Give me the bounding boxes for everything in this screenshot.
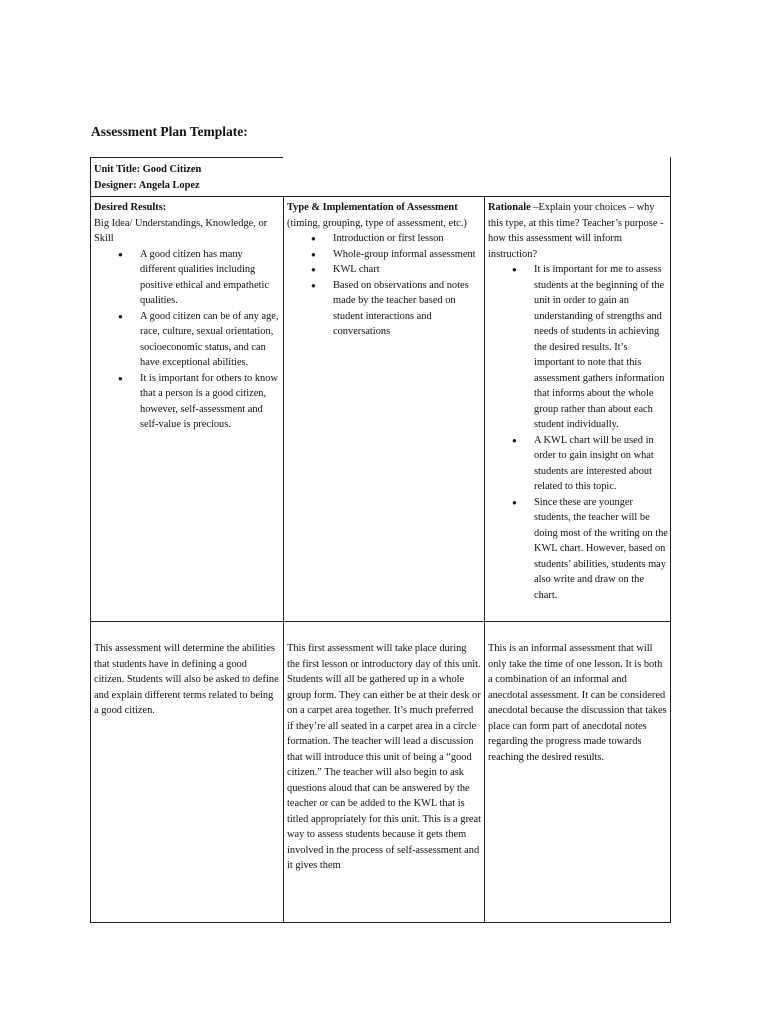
desired-results-description: This assessment will determine the abilities that students have in defining a good citizen. Students will also be asked to define and explain different terms related to being a good citizen.: [94, 643, 279, 716]
list-item: ● A KWL chart will be used in order to gain insight on what students are interested about related to this topic.: [488, 433, 668, 495]
list-item: ● Introduction or first lesson: [287, 231, 481, 247]
desired-results-intro: Big Idea/ Understandings, Knowledge, or Skill: [94, 217, 268, 244]
table-column-divider-1: [283, 196, 284, 923]
table-row-divider-2: [90, 621, 671, 622]
list-item: ● Since these are younger students, the teacher will be doing most of the writing on the KWL chart. However, based on students’ abilities, students may also write and draw on the chart.: [488, 495, 668, 604]
assessment-type-list: [287, 231, 481, 340]
list-item: ● It is important for me to assess students at the beginning of the unit in order to gain an understanding of strengths and needs of students in achieving the desired results. It’s important to note that this assessment gathers information that informs about the whole group rather than about each student individually.: [488, 262, 668, 433]
unit-header: [94, 162, 279, 193]
list-item: ● Whole-group informal assessment: [287, 247, 481, 263]
designer-name: Designer: Angela Lopez: [94, 179, 200, 191]
assessment-type-heading: Type & Implementation of Assessment: [287, 202, 458, 213]
assessment-type-cell: [287, 200, 481, 340]
table-row-divider-1: [90, 196, 671, 197]
desired-results-cell: [94, 200, 279, 433]
document-title: Assessment Plan Template:: [91, 124, 248, 139]
desired-results-heading: Desired Results:: [94, 202, 167, 213]
table-border-left: [90, 157, 91, 923]
list-item: ● KWL chart: [287, 262, 481, 278]
list-item: ● A good citizen can be of any age, race, culture, sexual orientation, socioeconomic status, and can have exceptional abilities.: [94, 309, 279, 371]
rationale-list: [488, 262, 668, 603]
list-item: ● It is important for others to know that a person is a good citizen, however, self-assessment and self-value is precious.: [94, 371, 279, 433]
rationale-cell: [488, 200, 668, 603]
rationale-intro: –Explain your choices – why this type, at this time? Teacher’s purpose - how this assessment will inform instruction?: [488, 202, 664, 260]
table-column-divider-2: [484, 196, 485, 923]
assessment-type-intro: (timing, grouping, type of assessment, etc.): [287, 217, 467, 229]
table-border-top-left: [90, 157, 283, 158]
assessment-type-description: This first assessment will take place during the first lesson or introductory day of this unit. Students will all be gathered up in a whole group form. They can either be at their desk or on a carpet area together. It’s much preferred if they’re all seated in a carpet area in a circle formation. The teacher will lead a discussion that will introduce this unit of being a “good citizen.” The teacher will also begin to ask questions aloud that can be answered by the teacher or can be added to the KWL that is titled appropriately for this unit. This is a great way to assess students because it gets them involved in the process of self-assessment and it gives them: [287, 643, 482, 871]
table-border-bottom: [90, 922, 671, 923]
rationale-heading-line: [488, 200, 668, 262]
desired-results-list: [94, 247, 279, 433]
rationale-description: This is an informal assessment that will only take the time of one lesson. It is both a combination of an informal and anecdotal assessment. It can be considered anecdotal because the discussion that takes place can form part of anecdotal notes regarding the progress made towards reaching the desired results.: [488, 643, 667, 763]
list-item: ● A good citizen has many different qualities including positive ethical and empathetic qualities.: [94, 247, 279, 309]
rationale-heading: Rationale: [488, 202, 531, 213]
list-item: ● Based on observations and notes made by the teacher based on student interactions and conversations: [287, 278, 481, 340]
unit-title: Unit Title: Good Citizen: [94, 164, 202, 175]
table-border-right: [670, 157, 671, 923]
